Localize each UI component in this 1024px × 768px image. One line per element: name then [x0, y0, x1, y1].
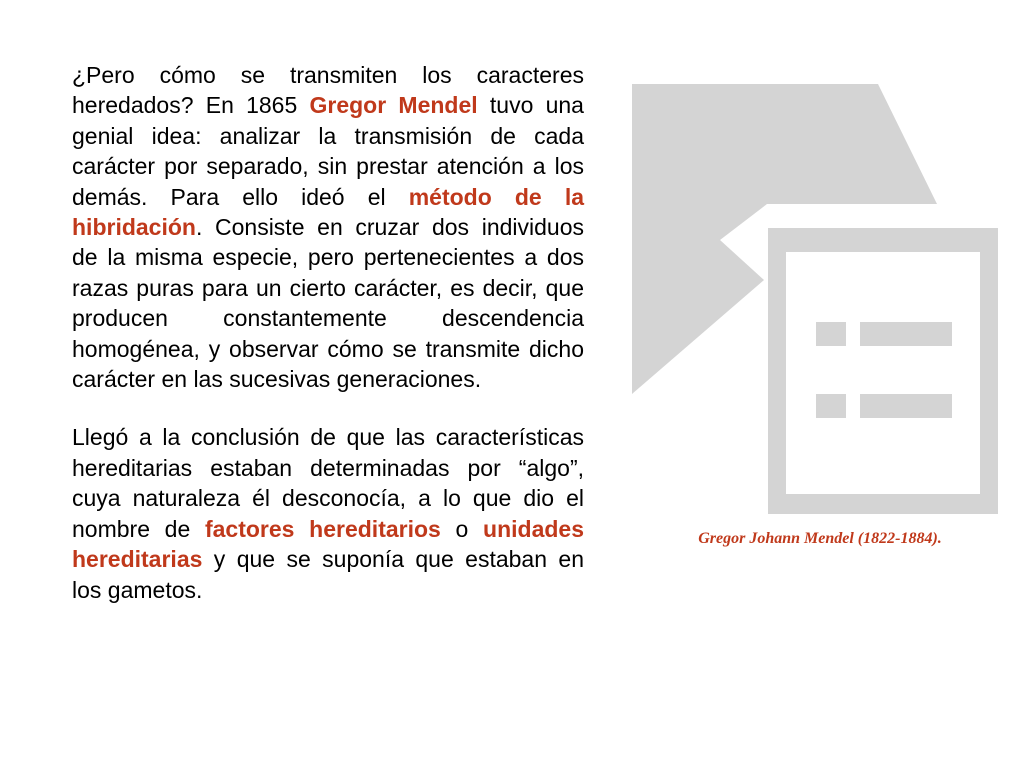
- paragraph-1-text-3: . Consiste en cruzar dos individuos de la misma especie, pero pertenecientes a dos razas puras para un cierto carácter, es decir, que producen constantemente descendencia homogénea, y observar cómo se transmite dicho carácter en las sucesivas generaciones.: [72, 214, 584, 393]
- body-text: [72, 60, 584, 605]
- image-placeholder-icon: [632, 84, 1000, 516]
- paragraph-2-text-2: o: [440, 515, 484, 542]
- paragraph-2-text-1: Llegó a la conclusión de que las características hereditarias estaban determinadas por “algo”, cuya naturaleza él desconocía, a lo que dio el nombre de: [72, 424, 584, 542]
- paragraph-2: [72, 422, 584, 604]
- highlight-metodo-hibridacion: método de la hibridación: [72, 183, 584, 241]
- paragraph-1: [72, 60, 584, 394]
- highlight-unidades-hereditarias: unidades hereditarias: [72, 515, 584, 573]
- highlight-gregor-mendel: Gregor Mendel: [309, 92, 478, 119]
- image-caption: Gregor Johann Mendel (1822-1884).: [698, 530, 942, 547]
- paragraph-2-text-3: y que se suponía que estaban en los gametos.: [72, 546, 584, 603]
- paragraph-1-text-1: ¿Pero cómo se transmiten los caracteres heredados? En 1865: [72, 62, 584, 119]
- highlight-factores-hereditarios: factores hereditarios: [204, 515, 441, 542]
- paragraph-1-text-2: tuvo una genial idea: analizar la transmisión de cada carácter por separado, sin prestar atención a los demás. Para ello ideó el: [72, 92, 584, 210]
